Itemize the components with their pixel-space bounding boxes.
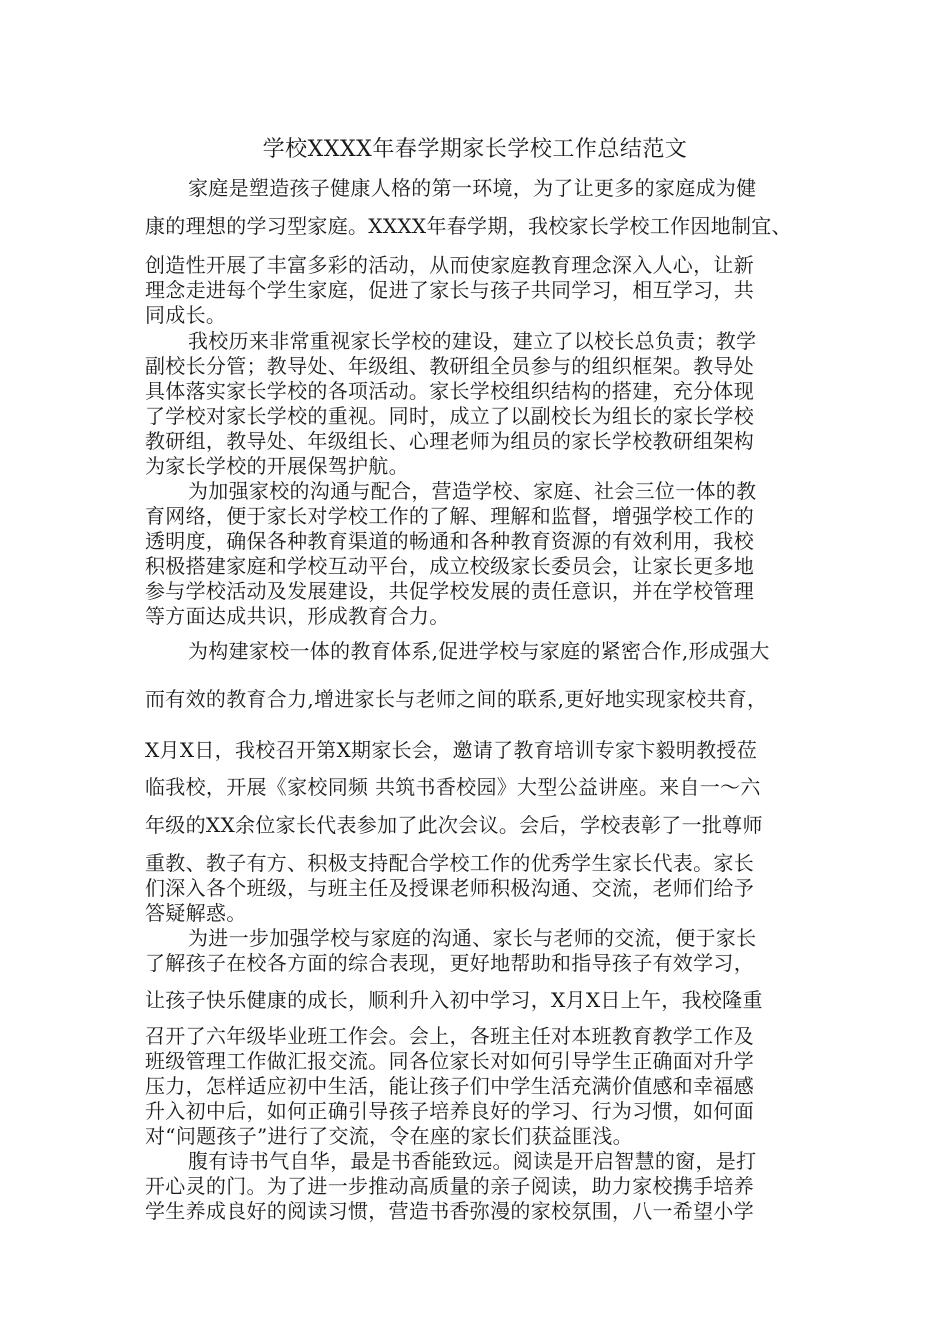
- text-line: 召开了六年级毕业班工作会。会上，各班主任对本班教育教学工作及: [145, 1024, 754, 1048]
- text-line: 我校历来非常重视家长学校的建设，建立了以校长总负责；教学: [188, 329, 757, 353]
- text-line: 透明度，确保各种教育渠道的畅通和各种教育资源的有效利用，我校: [145, 529, 754, 553]
- text-line: 教研组，教导处、年级组长、心理老师为组员的家长学校教研组架构: [145, 429, 754, 453]
- document-title: 学校XXXX年春学期家长学校工作总结范文: [262, 137, 688, 162]
- text-line: 为进一步加强学校与家庭的沟通、家长与老师的交流，便于家长: [188, 926, 757, 950]
- text-line: 开心灵的门。为了进一步推动高质量的亲子阅读，助力家校携手培养: [145, 1174, 754, 1198]
- text-line: 腹有诗书气自华，最是书香能致远。阅读是开启智慧的窗，是打: [188, 1149, 757, 1173]
- text-line: 为构建家校一体的教育体系,促进学校与家庭的紧密合作,形成强大: [188, 639, 770, 663]
- text-line: 压力，怎样适应初中生活，能让孩子们中学生活充满价值感和幸福感: [145, 1074, 754, 1098]
- text-line: 而有效的教育合力,增进家长与老师之间的联系,更好地实现家校共育，: [145, 687, 768, 711]
- text-line: 同成长。: [145, 303, 227, 327]
- text-line: 等方面达成共识，形成教育合力。: [145, 604, 450, 628]
- text-line: 理念走进每个学生家庭，促进了家长与孩子共同学习，相互学习，共: [145, 278, 754, 302]
- text-line: 为家长学校的开展保驾护航。: [145, 454, 409, 478]
- text-line: 临我校，开展《家校同频 共筑书香校园》大型公益讲座。来自一～六: [145, 775, 761, 799]
- text-line: 重教、教子有方、积极支持配合学校工作的优秀学生家长代表。家长: [145, 851, 754, 875]
- text-line: 康的理想的学习型家庭。XXXX年春学期，我校家长学校工作因地制宜、: [145, 214, 792, 238]
- text-line: 对“问题孩子”进行了交流，令在座的家长们获益匪浅。: [145, 1124, 633, 1148]
- text-line: 积极搭建家庭和学校互动平台，成立校级家长委员会，让家长更多地: [145, 554, 754, 578]
- text-line: 学生养成良好的阅读习惯，营造书香弥漫的家校氛围，八一希望小学: [145, 1199, 754, 1223]
- text-line: 答疑解惑。: [145, 901, 247, 925]
- text-line: 具体落实家长学校的各项活动。家长学校组织结构的搭建，充分体现: [145, 379, 754, 403]
- text-line: 创造性开展了丰富多彩的活动，从而使家庭教育理念深入人心，让新: [145, 253, 754, 277]
- text-line: 让孩子快乐健康的成长，顺利升入初中学习，X月X日上午，我校隆重: [145, 988, 763, 1012]
- text-line: 育网络，便于家长对学校工作的了解、理解和监督，增强学校工作的: [145, 504, 754, 528]
- text-line: 们深入各个班级，与班主任及授课老师积极沟通、交流，老师们给予: [145, 876, 754, 900]
- text-line: 家庭是塑造孩子健康人格的第一环境，为了让更多的家庭成为健: [188, 176, 757, 200]
- text-line: 副校长分管；教导处、年级组、教研组全员参与的组织框架。教导处: [145, 354, 754, 378]
- text-line: 为加强家校的沟通与配合，营造学校、家庭、社会三位一体的教: [188, 479, 757, 503]
- text-line: 参与学校活动及发展建设，共促学校发展的责任意识，并在学校管理: [145, 579, 754, 603]
- text-line: 了解孩子在校各方面的综合表现，更好地帮助和指导孩子有效学习，: [145, 951, 754, 975]
- text-line: X月X日，我校召开第X期家长会，邀请了教育培训专家卞毅明教授莅: [145, 738, 758, 762]
- text-line: 年级的XX余位家长代表参加了此次会议。会后，学校表彰了一批尊师: [145, 813, 763, 837]
- text-line: 了学校对家长学校的重视。同时，成立了以副校长为组长的家长学校: [145, 404, 754, 428]
- text-line: 升入初中后，如何正确引导孩子培养良好的学习、行为习惯，如何面: [145, 1099, 754, 1123]
- text-line: 班级管理工作做汇报交流。同各位家长对如何引导学生正确面对升学: [145, 1049, 754, 1073]
